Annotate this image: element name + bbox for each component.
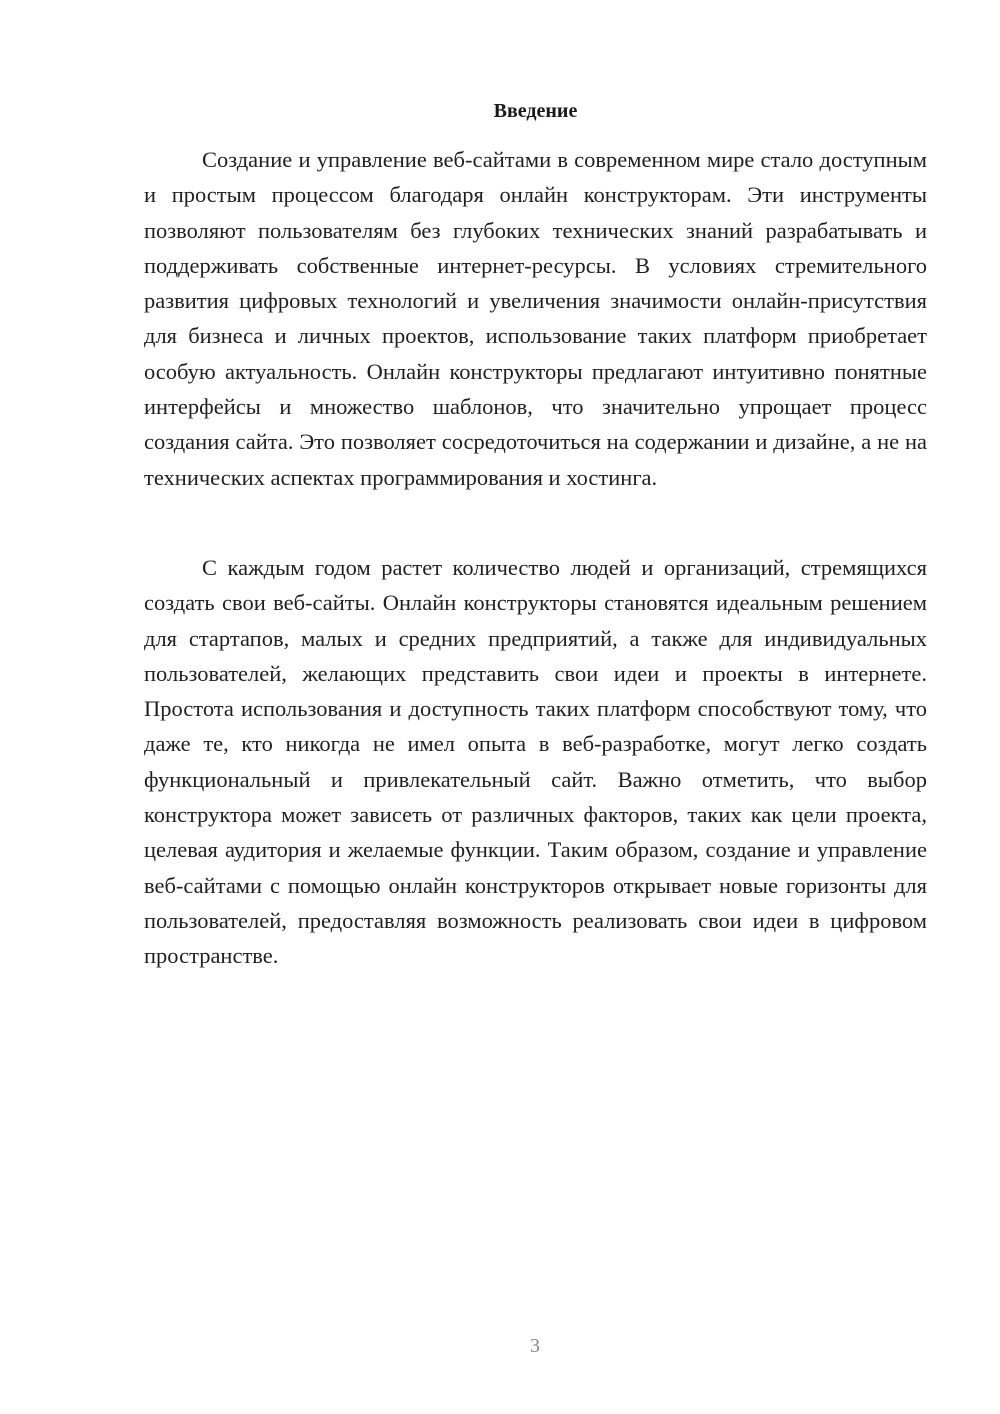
section-heading: Введение [493,100,578,122]
page-number: 3 [530,1335,540,1357]
paragraph-1: Создание и управление веб-сайтами в современном мире стало доступным и простым процессом благодаря онлайн конструкторам. Эти инструменты позволяют пользователям без глубоких технических знаний разрабатывать и поддерживать собственные интернет-ресурсы. В условиях стремительного развития цифровых технологий и увеличения значимости онлайн-присутствия для бизнеса и личных проектов, использование таких платформ приобретает особую актуальность. Онлайн конструкторы предлагают интуитивно понятные интерфейсы и множество шаблонов, что значительно упрощает процесс создания сайта. Это позволяет сосредоточиться на содержании и дизайне, а не на технических аспектах программирования и хостинга. [144,147,927,490]
paragraph-2: С каждым годом растет количество людей и организаций, стремящихся создать свои веб-сайты. Онлайн конструкторы становятся идеальным решением для стартапов, малых и средних предприятий, а также для индивидуальных пользователей, желающих представить свои идеи и проекты в интернете. Простота использования и доступность таких платформ способствуют тому, что даже те, кто никогда не имел опыта в веб-разработке, могут легко создать функциональный и привлекательный сайт. Важно отметить, что выбор конструктора может зависеть от различных факторов, таких как цели проекта, целевая аудитория и желаемые функции. Таким образом, создание и управление веб-сайтами с помощью онлайн конструкторов открывает новые горизонты для пользователей, предоставляя возможность реализовать свои идеи в цифровом пространстве. [144,555,927,969]
